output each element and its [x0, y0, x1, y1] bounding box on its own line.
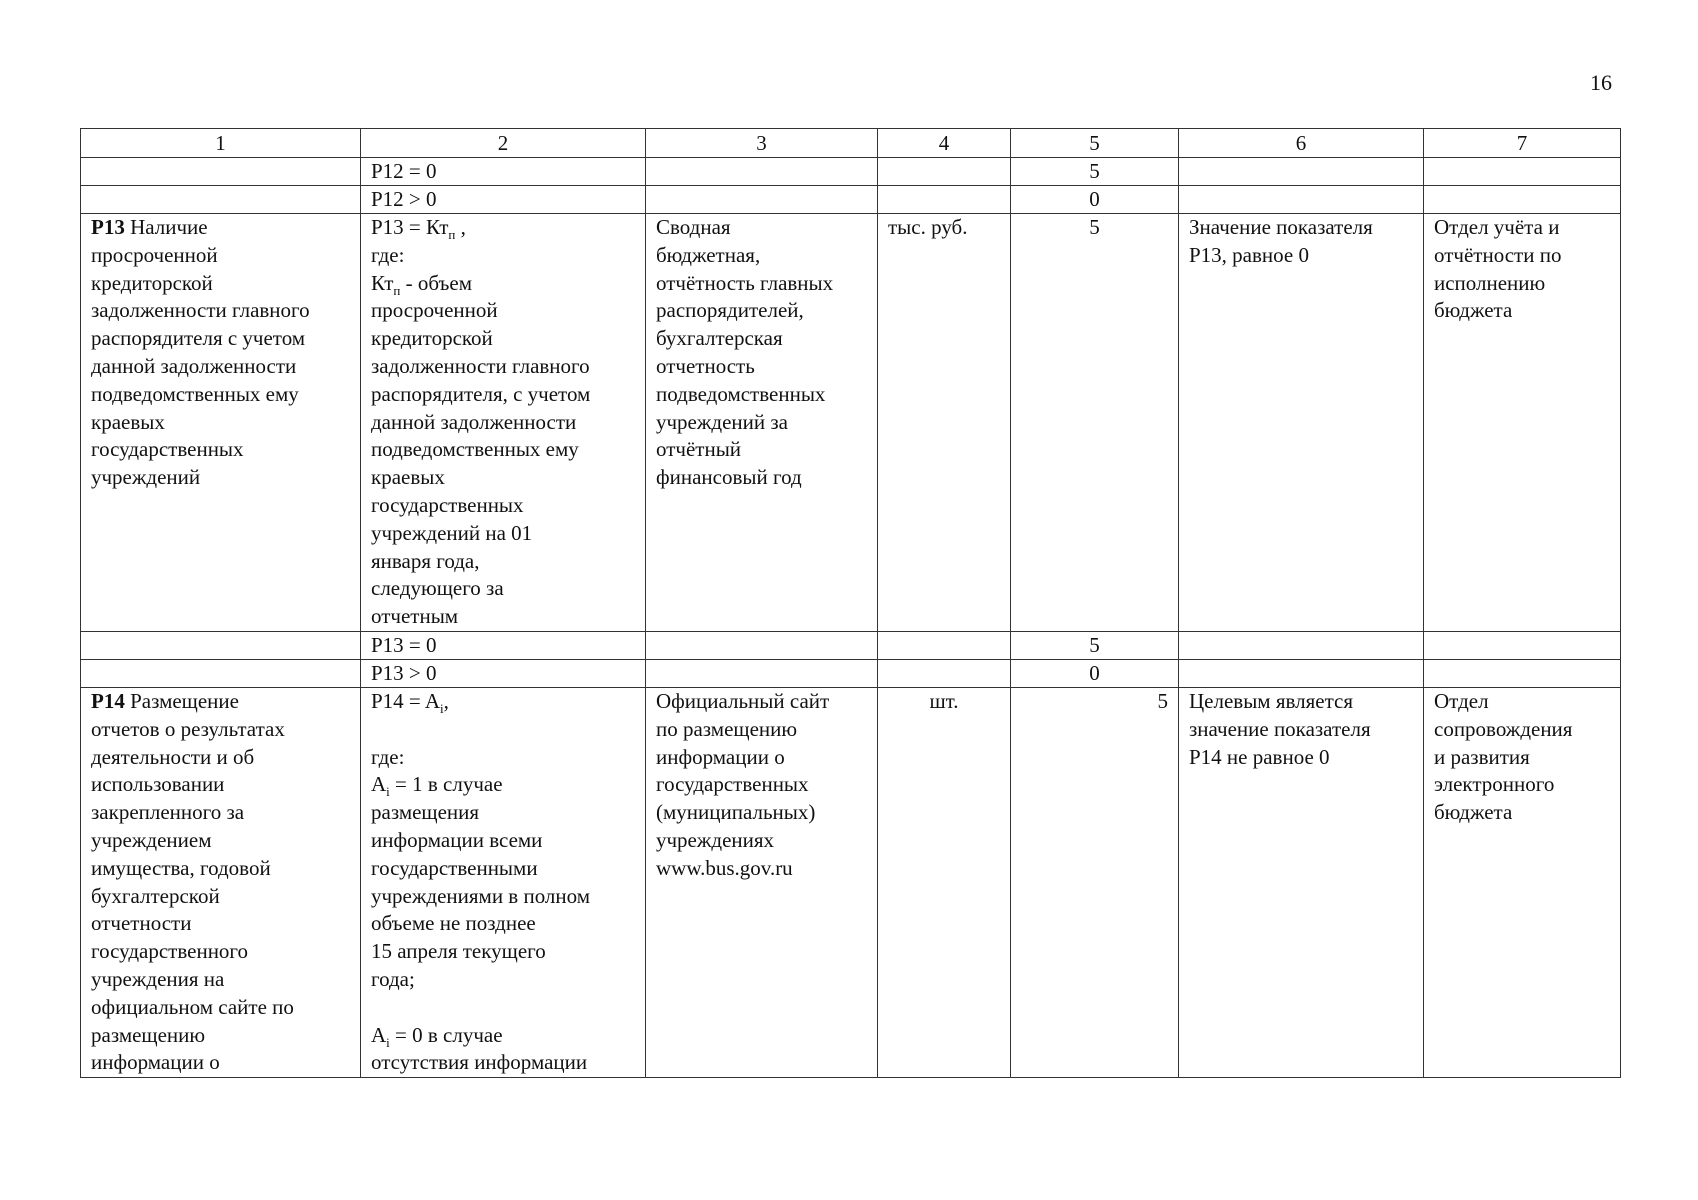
a0-subscript: i [386, 1034, 390, 1050]
cell-formula: P12 = 0 [361, 158, 646, 186]
formula-main: P13 = Кт [371, 215, 449, 239]
definition-prefix: Кт [371, 270, 394, 295]
a0-line: отсутствия информации [371, 1050, 588, 1075]
cell-empty [878, 186, 1011, 214]
name-line: распорядителя с учетом [91, 326, 306, 351]
cell-score: 5 [1011, 631, 1179, 659]
formula-where: где: [371, 744, 405, 769]
source-line: бюджетная, [656, 242, 761, 267]
table-header-row [81, 129, 1621, 158]
cell-empty [646, 158, 878, 186]
a0-prefix: A [371, 1022, 387, 1047]
cell-empty [1179, 186, 1424, 214]
definition-line: кредиторской [371, 326, 493, 351]
cell-formula [361, 214, 646, 632]
name-line: подведомственных ему [91, 381, 299, 406]
cell-score: 0 [1011, 659, 1179, 687]
source-line: (муниципальных) [656, 800, 816, 825]
name-line: размещению [91, 1022, 206, 1047]
a1-prefix: A [371, 772, 387, 797]
name-line: отчетности [91, 911, 192, 936]
a0-first: = 0 в случае [389, 1022, 503, 1047]
name-line: Размещение [130, 688, 239, 713]
cell-unit [878, 687, 1011, 1077]
source-line: информации о [656, 744, 785, 769]
table-row-p13-zero [81, 631, 1621, 659]
responsible-line: исполнению [1434, 270, 1546, 295]
name-line: учреждений [91, 465, 201, 490]
column-header-5: 5 [1011, 129, 1179, 158]
formula-main: P14 = A [371, 688, 441, 713]
cell-empty [1179, 659, 1424, 687]
formula-subscript: i [440, 701, 444, 717]
cell-empty [1179, 631, 1424, 659]
cell-formula: P12 > 0 [361, 186, 646, 214]
cell-empty [81, 631, 361, 659]
definition-line: государственных [371, 492, 524, 517]
cell-empty [646, 659, 878, 687]
cell-target [1179, 214, 1424, 632]
formula-tail: , [455, 215, 466, 239]
source-line: учреждениях [656, 827, 775, 852]
indicators-table [80, 128, 1621, 1078]
cell-source [646, 214, 878, 632]
name-line: кредиторской [91, 270, 213, 295]
cell-empty [1424, 186, 1621, 214]
source-line: распорядителей, [656, 298, 804, 323]
cell-empty [878, 659, 1011, 687]
name-line: закрепленного за [91, 800, 245, 825]
cell-empty [646, 186, 878, 214]
definition-line: распорядителя, с учетом [371, 381, 591, 406]
name-line: отчетов о результатах [91, 716, 285, 741]
formula-where: где: [371, 242, 405, 267]
cell-empty [646, 631, 878, 659]
formula-subscript: п [448, 227, 456, 243]
cell-max-score: 5 [1011, 687, 1179, 1077]
target-line: P13, равное 0 [1189, 242, 1309, 267]
cell-responsible [1424, 687, 1621, 1077]
name-line: бухгалтерской [91, 883, 220, 908]
cell-empty [81, 659, 361, 687]
target-line: P14 не равное 0 [1189, 744, 1330, 769]
source-line: учреждений за [656, 409, 788, 434]
a1-line: года; [371, 966, 415, 991]
definition-line: подведомственных ему [371, 437, 579, 462]
definition-line: данной задолженности [371, 409, 577, 434]
source-line: отчётность главных [656, 270, 834, 295]
name-line: использовании [91, 772, 225, 797]
name-line: государственного [91, 939, 249, 964]
cell-empty [81, 158, 361, 186]
target-line: Значение показателя [1189, 215, 1373, 239]
cell-formula: P13 > 0 [361, 659, 646, 687]
name-line: деятельности и об [91, 744, 255, 769]
a1-line: учреждениями в полном [371, 883, 591, 908]
definition-line: января года, [371, 548, 480, 573]
formula-tail: , [443, 688, 449, 713]
cell-empty [1179, 158, 1424, 186]
table-row-p13-positive [81, 659, 1621, 687]
definition-first: - объем [400, 270, 472, 295]
cell-score: 0 [1011, 186, 1179, 214]
column-header-7: 7 [1424, 129, 1621, 158]
name-line: официальном сайте по [91, 994, 294, 1019]
table-row-p14 [81, 687, 1621, 1077]
cell-formula: P13 = 0 [361, 631, 646, 659]
a1-line: информации всеми [371, 827, 543, 852]
a1-line: государственными [371, 855, 538, 880]
name-line: данной задолженности [91, 353, 297, 378]
cell-empty [878, 631, 1011, 659]
cell-empty [878, 158, 1011, 186]
target-line: значение показателя [1189, 716, 1371, 741]
responsible-line: электронного [1434, 772, 1555, 797]
cell-empty [1424, 158, 1621, 186]
source-line: подведомственных [656, 381, 826, 406]
cell-max-score: 5 [1011, 214, 1179, 632]
name-line: просроченной [91, 242, 218, 267]
a1-line: размещения [371, 800, 480, 825]
name-line: краевых [91, 409, 165, 434]
cell-responsible [1424, 214, 1621, 632]
target-line: Целевым является [1189, 688, 1354, 713]
table-row-p12-positive [81, 186, 1621, 214]
name-line: государственных [91, 437, 244, 462]
responsible-line: Отдел учёта и [1434, 215, 1560, 239]
source-line: бухгалтерская [656, 326, 783, 351]
responsible-line: бюджета [1434, 800, 1513, 825]
definition-line: задолженности главного [371, 353, 590, 378]
a1-line: 15 апреля текущего [371, 939, 546, 964]
cell-source [646, 687, 878, 1077]
cell-score: 5 [1011, 158, 1179, 186]
name-line: имущества, годовой [91, 855, 271, 880]
source-line: финансовый год [656, 465, 802, 490]
a1-first: = 1 в случае [389, 772, 503, 797]
indicator-code: P13 [91, 215, 125, 239]
source-line: отчётный [656, 437, 742, 462]
responsible-line: отчётности по [1434, 242, 1562, 267]
source-line: Сводная [656, 215, 731, 239]
definition-line: отчетным [371, 604, 459, 629]
responsible-line: Отдел [1434, 688, 1489, 713]
responsible-line: сопровождения [1434, 716, 1573, 741]
cell-empty [1424, 631, 1621, 659]
cell-empty [1424, 659, 1621, 687]
name-line: учреждения на [91, 966, 225, 991]
definition-line: краевых [371, 465, 445, 490]
unit-text: шт. [929, 688, 959, 713]
responsible-line: бюджета [1434, 298, 1513, 323]
indicator-code: P14 [91, 688, 125, 713]
unit-text: тыс. руб. [888, 215, 968, 239]
column-header-3: 3 [646, 129, 878, 158]
column-header-1: 1 [81, 129, 361, 158]
definition-subscript: п [393, 282, 401, 298]
name-line: Наличие [130, 215, 208, 239]
name-line: задолженности главного [91, 298, 310, 323]
source-line: Официальный сайт [656, 688, 830, 713]
column-header-2: 2 [361, 129, 646, 158]
a1-subscript: i [386, 784, 390, 800]
table-row-p12-zero [81, 158, 1621, 186]
source-line: государственных [656, 772, 809, 797]
page-number: 16 [1590, 70, 1612, 95]
cell-unit [878, 214, 1011, 632]
name-line: учреждением [91, 827, 212, 852]
definition-line: следующего за [371, 576, 504, 601]
cell-empty [81, 186, 361, 214]
definition-line: учреждений на 01 [371, 520, 533, 545]
column-header-4: 4 [878, 129, 1011, 158]
source-link[interactable]: www.bus.gov.ru [656, 855, 793, 880]
cell-indicator-name [81, 214, 361, 632]
definition-line: просроченной [371, 298, 498, 323]
name-line: информации о [91, 1050, 220, 1075]
column-header-6: 6 [1179, 129, 1424, 158]
source-line: отчетность [656, 353, 755, 378]
responsible-line: и развития [1434, 744, 1530, 769]
a1-line: объеме не позднее [371, 911, 536, 936]
source-line: по размещению [656, 716, 798, 741]
table-row-p13 [81, 214, 1621, 632]
cell-target [1179, 687, 1424, 1077]
cell-indicator-name [81, 687, 361, 1077]
cell-formula [361, 687, 646, 1077]
